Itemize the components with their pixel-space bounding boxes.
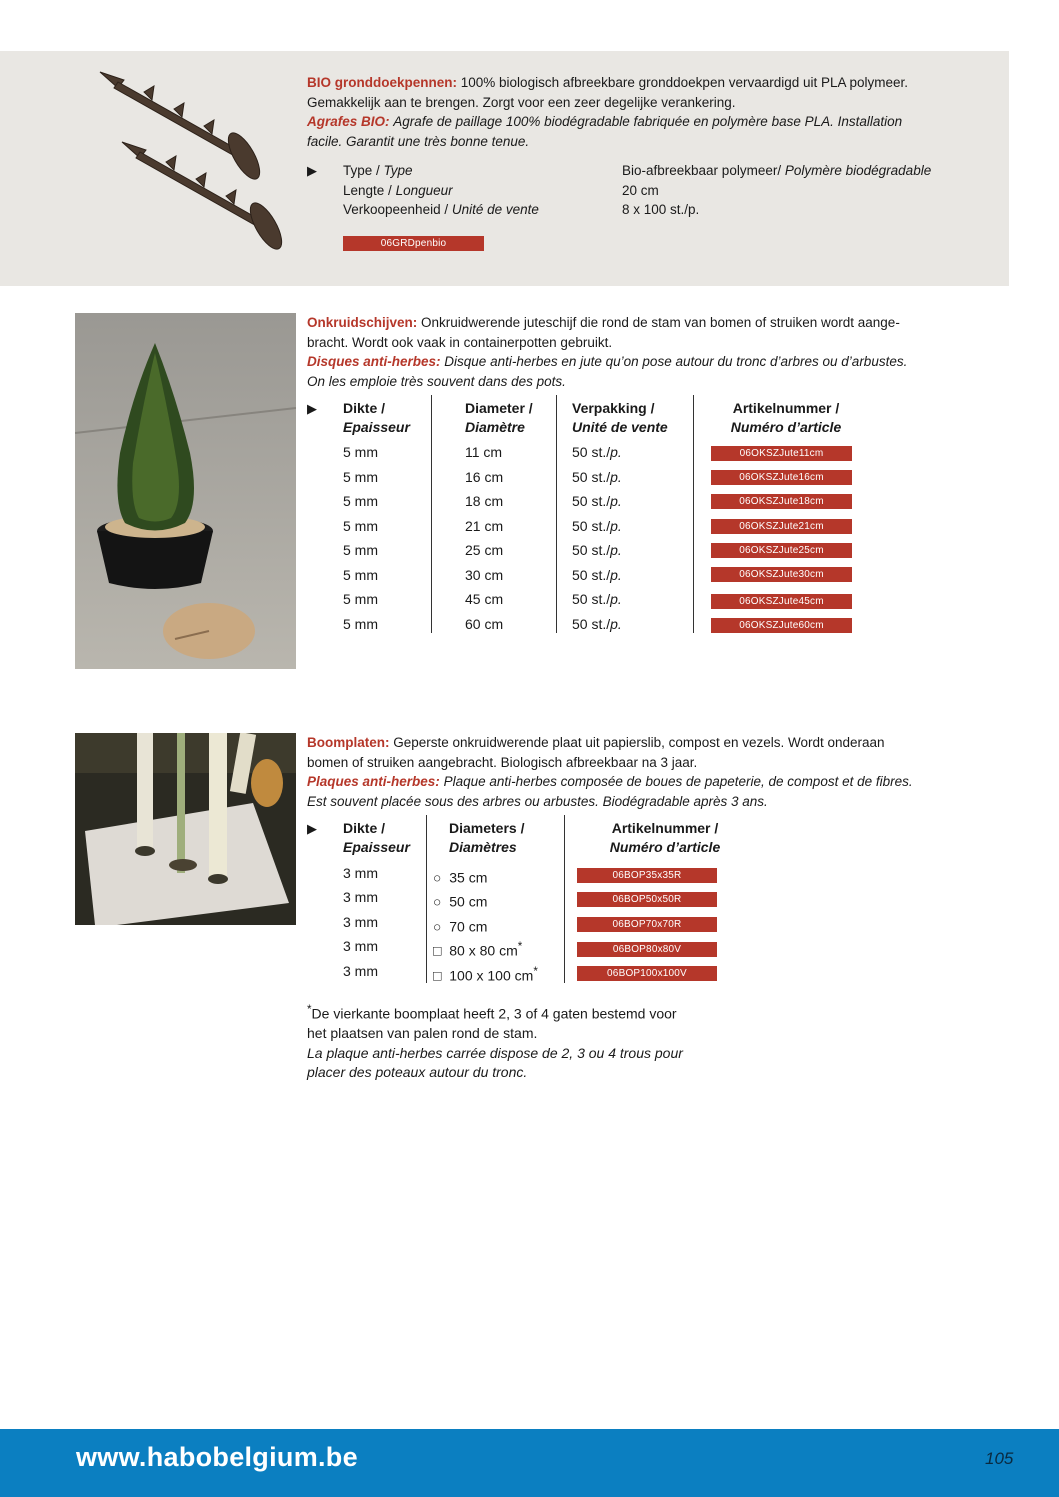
cell-thickness: 3 mm bbox=[343, 914, 378, 930]
jute-disc-text-nl-2: bracht. Wordt ook vaak in containerpotten gebruikt. bbox=[307, 334, 613, 350]
cell-packaging: 50 st./p. bbox=[572, 444, 622, 460]
article-badge: 06BOP80x80V bbox=[577, 942, 717, 957]
bio-pins-spec-values bbox=[622, 161, 1002, 220]
cell-packaging: 50 st./p. bbox=[572, 493, 622, 509]
bullet-triangle-icon: ▶ bbox=[307, 401, 317, 416]
cell-thickness: 5 mm bbox=[343, 469, 378, 485]
jute-disc-title-fr: Disques anti-herbes: bbox=[307, 354, 441, 369]
spec-value-nl: 20 cm bbox=[622, 182, 659, 198]
article-badge: 06OKSZJute30cm bbox=[711, 567, 852, 582]
article-badge: 06GRDpenbio bbox=[343, 236, 484, 251]
spec-label-fr: Type bbox=[383, 163, 413, 178]
spec-label-nl: Verkoopeenheid bbox=[343, 202, 441, 217]
cell-thickness: 3 mm bbox=[343, 963, 378, 979]
article-badge: 06OKSZJute21cm bbox=[711, 519, 852, 534]
cell-packaging: 50 st./p. bbox=[572, 616, 622, 632]
table-divider bbox=[693, 395, 694, 633]
tree-plate-footnote bbox=[307, 1000, 737, 1083]
jute-disc-description bbox=[307, 313, 987, 391]
bio-pins-text-nl-2: Gemakkelijk aan te brengen. Zorgt voor een zeer degelijke verankering. bbox=[307, 94, 736, 110]
cell-diameter: 16 cm bbox=[465, 469, 504, 485]
article-badge: 06BOP50x50R bbox=[577, 892, 717, 907]
footnote-fr-1: La plaque anti-herbes carrée dispose de 2, 3 ou 4 trous pour bbox=[307, 1044, 683, 1061]
table-divider bbox=[564, 815, 565, 983]
table-divider bbox=[431, 395, 432, 633]
article-badge: 06OKSZJute16cm bbox=[711, 470, 852, 485]
bio-pins-text-fr-2: facile. Garantit une très bonne tenue. bbox=[307, 133, 530, 149]
jute-disc-title-nl: Onkruidschijven: bbox=[307, 315, 418, 330]
article-badge: 06OKSZJute25cm bbox=[711, 543, 852, 558]
header-article: Artikelnummer / Numéro d’article bbox=[730, 400, 842, 435]
cell-diameter: ○ 50 cm bbox=[433, 893, 488, 910]
spec-label-nl: Lengte bbox=[343, 182, 385, 198]
tree-plate-description bbox=[307, 733, 987, 811]
cell-thickness: 5 mm bbox=[343, 567, 378, 583]
article-badge: 06OKSZJute60cm bbox=[711, 618, 852, 633]
jute-disc-text-fr-2: On les emploie très souvent dans des pots. bbox=[307, 373, 566, 389]
bio-pins-description bbox=[307, 73, 987, 151]
spec-value-nl: Bio-afbreekbaar polymeer/ bbox=[622, 163, 782, 178]
cell-thickness: 3 mm bbox=[343, 889, 378, 905]
bio-pins-text-nl-1: 100% biologisch afbreekbare gronddoekpen vervaardigd uit PLA polymeer. bbox=[460, 75, 909, 90]
tree-plate-text-fr-2: Est souvent placée sous des arbres ou arbustes. Biodégradable après 3 ans. bbox=[307, 793, 768, 809]
spec-label-fr: Unité de vente bbox=[451, 202, 539, 217]
cell-packaging: 50 st./p. bbox=[572, 542, 622, 558]
bullet-triangle-icon: ▶ bbox=[307, 821, 317, 836]
cell-diameter: ○ 70 cm bbox=[433, 918, 488, 935]
table-divider bbox=[426, 815, 427, 983]
cell-thickness: 5 mm bbox=[343, 616, 378, 632]
cell-thickness: 5 mm bbox=[343, 518, 378, 534]
cell-diameter: 45 cm bbox=[465, 591, 504, 607]
cell-diameter: 11 cm bbox=[465, 444, 503, 460]
tree-plate-text-nl-1: Geperste onkruidwerende plaat uit papierslib, compost en vezels. Wordt onderaan bbox=[393, 735, 885, 750]
cell-diameter: 18 cm bbox=[465, 493, 504, 509]
cell-diameter: □ 80 x 80 cm* bbox=[433, 940, 523, 959]
table-divider bbox=[556, 395, 557, 633]
cell-packaging: 50 st./p. bbox=[572, 591, 622, 607]
cell-diameter: ○ 35 cm bbox=[433, 869, 488, 886]
header-packaging: Verpakking / Unité de vente bbox=[572, 400, 668, 435]
article-badge: 06BOP100x100V bbox=[577, 966, 717, 981]
bio-pins-spec-labels: Type / Type Lengte / Longueur Verkoopeenheid / Unité de vente bbox=[343, 163, 539, 217]
cell-diameter: □ 100 x 100 cm* bbox=[433, 965, 538, 984]
cell-diameter: 25 cm bbox=[465, 542, 504, 558]
circle-shape-icon: ○ bbox=[433, 869, 442, 886]
cell-thickness: 5 mm bbox=[343, 493, 378, 509]
jute-disc-text-fr-1: Disque anti-herbes en jute qu’on pose autour du tronc d’arbres ou d’arbustes. bbox=[444, 354, 908, 369]
circle-shape-icon: ○ bbox=[433, 893, 442, 910]
bullet-triangle-icon: ▶ bbox=[307, 163, 317, 178]
tree-plate-title-fr: Plaques anti-herbes: bbox=[307, 774, 440, 789]
cell-thickness: 3 mm bbox=[343, 938, 378, 954]
bio-pins-title-fr: Agrafes BIO: bbox=[307, 114, 390, 129]
cell-packaging: 50 st./p. bbox=[572, 469, 622, 485]
spec-label-fr: Longueur bbox=[395, 182, 453, 198]
cell-packaging: 50 st./p. bbox=[572, 518, 622, 534]
header-thickness: Dikte / Epaisseur bbox=[343, 400, 410, 435]
cell-packaging: 50 st./p. bbox=[572, 567, 622, 583]
cell-thickness: 5 mm bbox=[343, 591, 378, 607]
jute-disc-photo bbox=[75, 313, 296, 669]
article-badge: 06OKSZJute45cm bbox=[711, 594, 852, 609]
footnote-nl-2: het plaatsen van palen rond de stam. bbox=[307, 1025, 538, 1042]
circle-shape-icon: ○ bbox=[433, 918, 442, 935]
bio-pins-title-nl: BIO gronddoekpennen: bbox=[307, 75, 457, 90]
footnote-fr-2: placer des poteaux autour du tronc. bbox=[307, 1064, 528, 1081]
footnote-nl-1: De vierkante boomplaat heeft 2, 3 of 4 gaten bestemd voor bbox=[311, 1005, 677, 1022]
article-badge: 06OKSZJute18cm bbox=[711, 494, 852, 509]
footnote-mark: * bbox=[307, 1003, 312, 1016]
tree-plate-title-nl: Boomplaten: bbox=[307, 735, 390, 750]
tree-plate-photo bbox=[75, 733, 296, 925]
cell-diameter: 60 cm bbox=[465, 616, 504, 632]
cell-diameter: 30 cm bbox=[465, 567, 504, 583]
header-thickness: Dikte / Epaisseur bbox=[343, 820, 410, 855]
cell-thickness: 5 mm bbox=[343, 542, 378, 558]
cell-diameter: 21 cm bbox=[465, 518, 504, 534]
header-article: Artikelnummer / Numéro d’article bbox=[609, 820, 721, 855]
article-badge: 06BOP70x70R bbox=[577, 917, 717, 932]
article-badge: 06OKSZJute11cm bbox=[711, 446, 852, 461]
bio-pins-photo bbox=[92, 64, 292, 254]
cell-thickness: 5 mm bbox=[343, 444, 378, 460]
page-number: 105 bbox=[985, 1449, 1014, 1468]
square-shape-icon: □ bbox=[433, 942, 442, 959]
tree-plate-text-fr-1: Plaque anti-herbes composée de boues de papeterie, de compost et de fibres. bbox=[443, 774, 913, 789]
cell-thickness: 3 mm bbox=[343, 865, 378, 881]
square-shape-icon: □ bbox=[433, 967, 442, 984]
article-badge: 06BOP35x35R bbox=[577, 868, 717, 883]
header-diameter: Diameter / Diamètre bbox=[465, 400, 533, 435]
bio-pins-text-fr-1: Agrafe de paillage 100% biodégradable fabriquée en polymère base PLA. Installation bbox=[393, 114, 903, 129]
header-diameters: Diameters / Diamètres bbox=[449, 820, 525, 855]
spec-value-nl: 8 x 100 st./p. bbox=[622, 202, 700, 217]
spec-label-nl: Type bbox=[343, 163, 373, 178]
jute-disc-text-nl-1: Onkruidwerende juteschijf die rond de stam van bomen of struiken wordt aange- bbox=[421, 315, 900, 330]
spec-value-fr: Polymère biodégradable bbox=[784, 163, 932, 178]
website-link[interactable]: www.habobelgium.be bbox=[76, 1442, 358, 1472]
tree-plate-text-nl-2: bomen of struiken aangebracht. Biologisch afbreekbaar na 3 jaar. bbox=[307, 754, 698, 770]
